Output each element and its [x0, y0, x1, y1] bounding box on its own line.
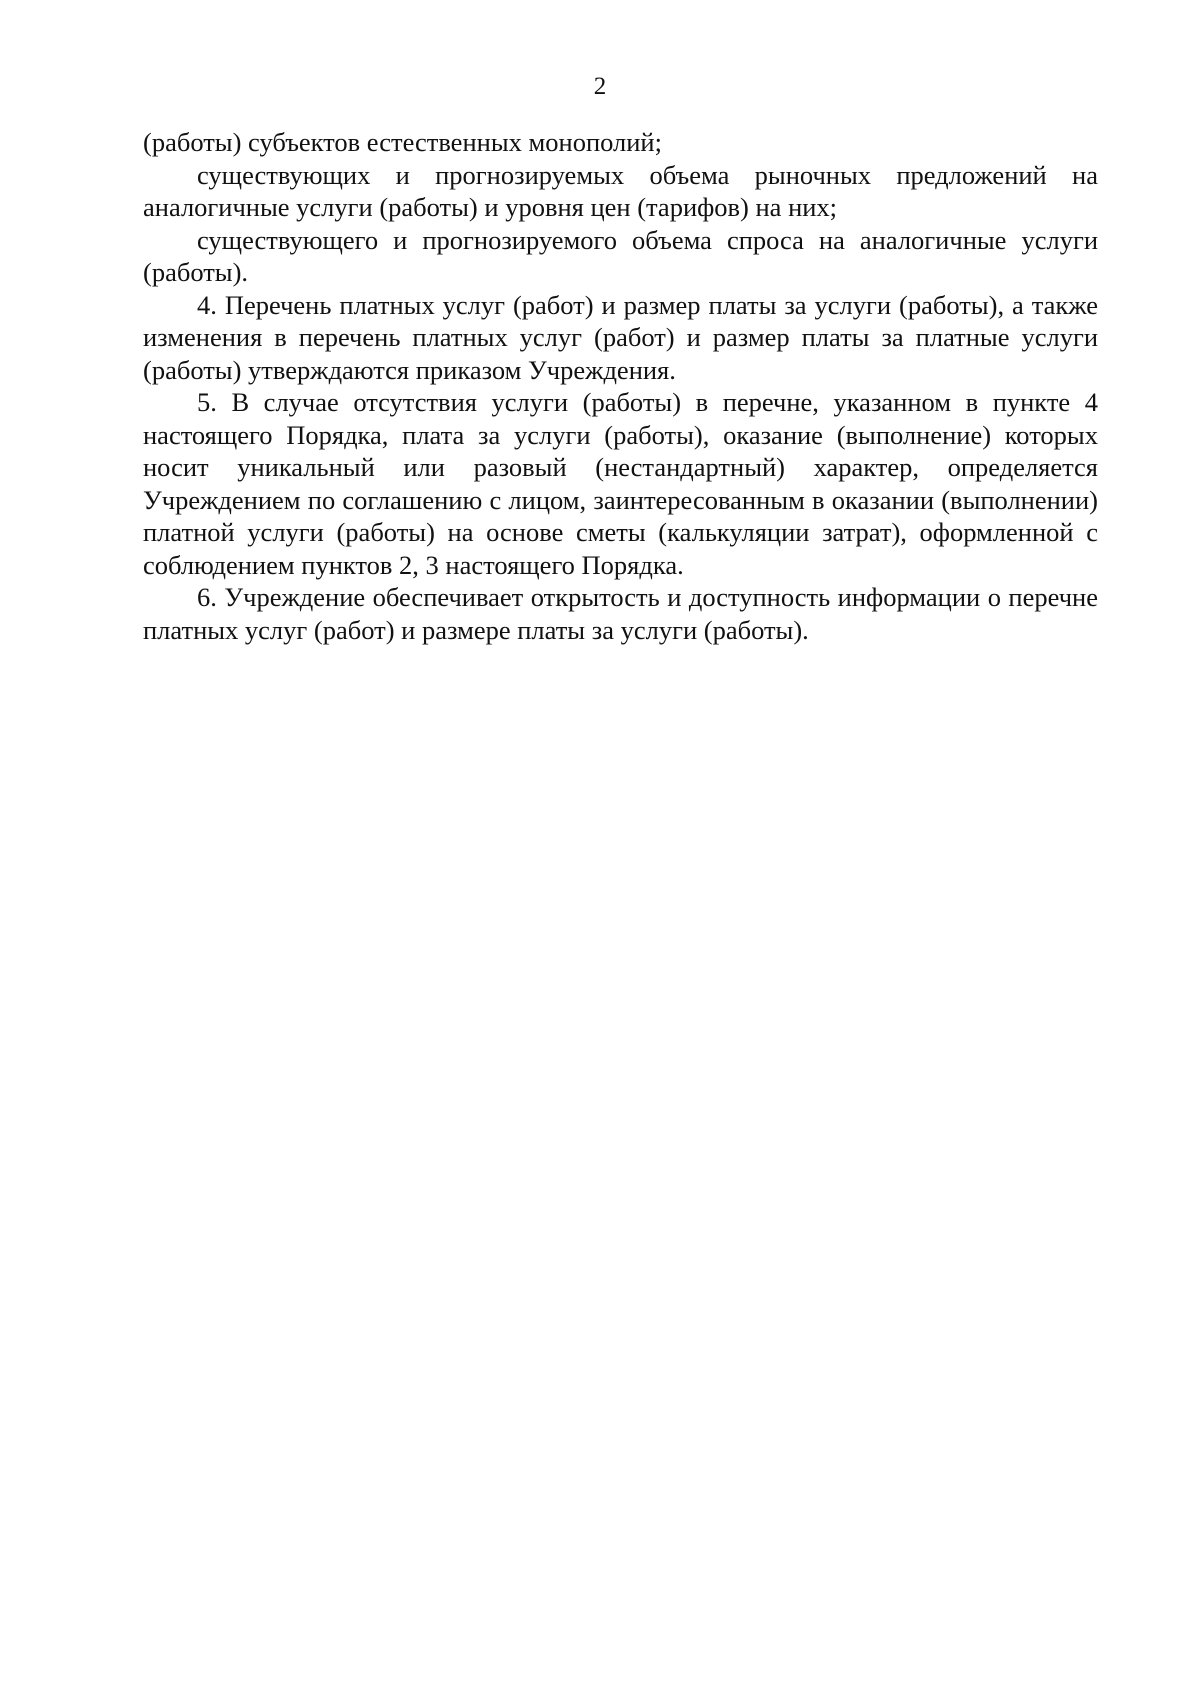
- paragraph-continuation: (работы) субъектов естественных монополий;: [143, 127, 662, 157]
- document-body: [143, 126, 1098, 646]
- paragraph-item-6: 6. Учреждение обеспечивает открытость и доступность информации о перечне платных услуг (работ) и размере платы за услуги (работы).: [143, 582, 1098, 645]
- paragraph-item-5: 5. В случае отсутствия услуги (работы) в перечне, указанном в пункте 4 настоящего Порядка, плата за услуги (работы), оказание (выполнение) которых носит уникальный или разовый (нестандартный) характер, определяется Учреждением по соглашению с лицом, заинтересованным в оказании (выполнении) платной услуги (работы) на основе сметы (калькуляции затрат), оформленной с соблюдением пунктов 2, 3 настоящего Порядка.: [143, 387, 1098, 580]
- page-number: 2: [593, 73, 607, 100]
- paragraph-item-4: 4. Перечень платных услуг (работ) и размер платы за услуги (работы), а также изменения в перечень платных услуг (работ) и размер платы за платные услуги (работы) утверждаются приказом Учреждения.: [143, 289, 1098, 385]
- paragraph-market-offers: существующих и прогнозируемых объема рыночных предложений на аналогичные услуги (работы) и уровня цен (тарифов) на них;: [143, 159, 1098, 222]
- paragraph-demand-volume: существующего и прогнозируемого объема спроса на аналогичные услуги (работы).: [143, 224, 1098, 287]
